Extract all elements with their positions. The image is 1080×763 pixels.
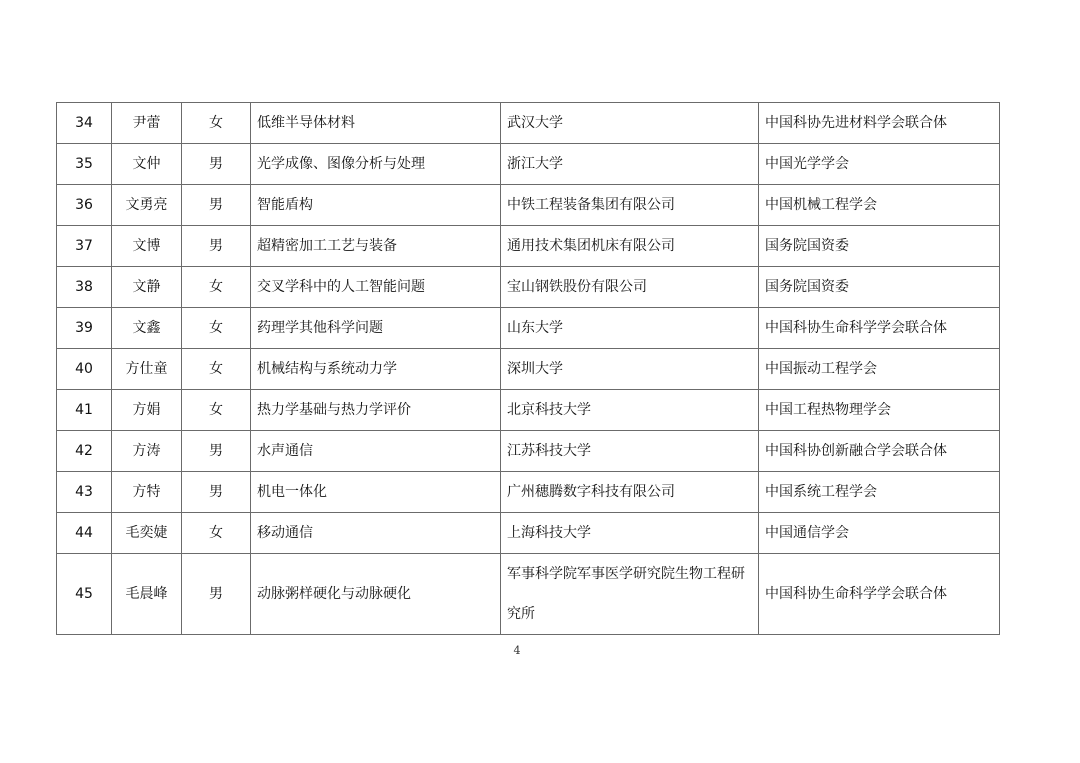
name-cell: 方娟 [112,390,182,431]
nominating-society-cell: 中国科协生命科学学会联合体 [759,554,1000,635]
name-cell: 文鑫 [112,308,182,349]
organization-cell: 北京科技大学 [501,390,759,431]
organization-cell: 中铁工程装备集团有限公司 [501,185,759,226]
research-field-cell: 热力学基础与热力学评价 [251,390,501,431]
nominating-society-cell: 国务院国资委 [759,226,1000,267]
row-number-cell: 41 [57,390,112,431]
nominating-society-cell: 中国系统工程学会 [759,472,1000,513]
organization-cell: 武汉大学 [501,103,759,144]
row-number-cell: 44 [57,513,112,554]
row-number-cell: 42 [57,431,112,472]
name-cell: 文仲 [112,144,182,185]
research-field-cell: 动脉粥样硬化与动脉硬化 [251,554,501,635]
gender-cell: 男 [182,472,251,513]
roster-table [56,102,1000,635]
row-number-cell: 43 [57,472,112,513]
research-field-cell: 低维半导体材料 [251,103,501,144]
nominating-society-cell: 中国振动工程学会 [759,349,1000,390]
table-row [57,226,1000,267]
organization-cell: 广州穗腾数字科技有限公司 [501,472,759,513]
table-row [57,308,1000,349]
table-row [57,349,1000,390]
gender-cell: 男 [182,144,251,185]
table-row [57,513,1000,554]
gender-cell: 女 [182,103,251,144]
nominating-society-cell: 中国科协先进材料学会联合体 [759,103,1000,144]
row-number-cell: 45 [57,554,112,635]
organization-cell: 山东大学 [501,308,759,349]
nominating-society-cell: 中国科协生命科学学会联合体 [759,308,1000,349]
name-cell: 文博 [112,226,182,267]
organization-cell: 江苏科技大学 [501,431,759,472]
row-number-cell: 37 [57,226,112,267]
gender-cell: 男 [182,185,251,226]
name-cell: 方特 [112,472,182,513]
table-row [57,472,1000,513]
research-field-cell: 交叉学科中的人工智能问题 [251,267,501,308]
table-row [57,185,1000,226]
nominating-society-cell: 中国光学学会 [759,144,1000,185]
gender-cell: 男 [182,431,251,472]
research-field-cell: 智能盾构 [251,185,501,226]
research-field-cell: 机械结构与系统动力学 [251,349,501,390]
row-number-cell: 39 [57,308,112,349]
research-field-cell: 机电一体化 [251,472,501,513]
research-field-cell: 水声通信 [251,431,501,472]
organization-cell: 宝山钢铁股份有限公司 [501,267,759,308]
gender-cell: 女 [182,513,251,554]
gender-cell: 男 [182,226,251,267]
table-row [57,431,1000,472]
row-number-cell: 38 [57,267,112,308]
organization-cell: 军事科学院军事医学研究院生物工程研究所 [501,554,759,635]
name-cell: 文勇亮 [112,185,182,226]
row-number-cell: 36 [57,185,112,226]
gender-cell: 女 [182,349,251,390]
organization-cell: 浙江大学 [501,144,759,185]
gender-cell: 女 [182,308,251,349]
organization-cell: 通用技术集团机床有限公司 [501,226,759,267]
row-number-cell: 40 [57,349,112,390]
research-field-cell: 超精密加工工艺与装备 [251,226,501,267]
gender-cell: 男 [182,554,251,635]
research-field-cell: 光学成像、图像分析与处理 [251,144,501,185]
nominating-society-cell: 中国机械工程学会 [759,185,1000,226]
table-row [57,390,1000,431]
nominating-society-cell: 中国工程热物理学会 [759,390,1000,431]
name-cell: 方涛 [112,431,182,472]
research-field-cell: 移动通信 [251,513,501,554]
table-row [57,103,1000,144]
row-number-cell: 34 [57,103,112,144]
nominating-society-cell: 中国通信学会 [759,513,1000,554]
table-row [57,267,1000,308]
name-cell: 方仕童 [112,349,182,390]
gender-cell: 女 [182,390,251,431]
nominating-society-cell: 国务院国资委 [759,267,1000,308]
roster-table-body [57,103,1000,635]
name-cell: 毛奕婕 [112,513,182,554]
table-row [57,144,1000,185]
nominating-society-cell: 中国科协创新融合学会联合体 [759,431,1000,472]
name-cell: 毛晨峰 [112,554,182,635]
name-cell: 尹蕾 [112,103,182,144]
organization-cell: 深圳大学 [501,349,759,390]
name-cell: 文静 [112,267,182,308]
gender-cell: 女 [182,267,251,308]
page-number: 4 [513,644,521,657]
row-number-cell: 35 [57,144,112,185]
research-field-cell: 药理学其他科学问题 [251,308,501,349]
table-row [57,554,1000,635]
organization-cell: 上海科技大学 [501,513,759,554]
